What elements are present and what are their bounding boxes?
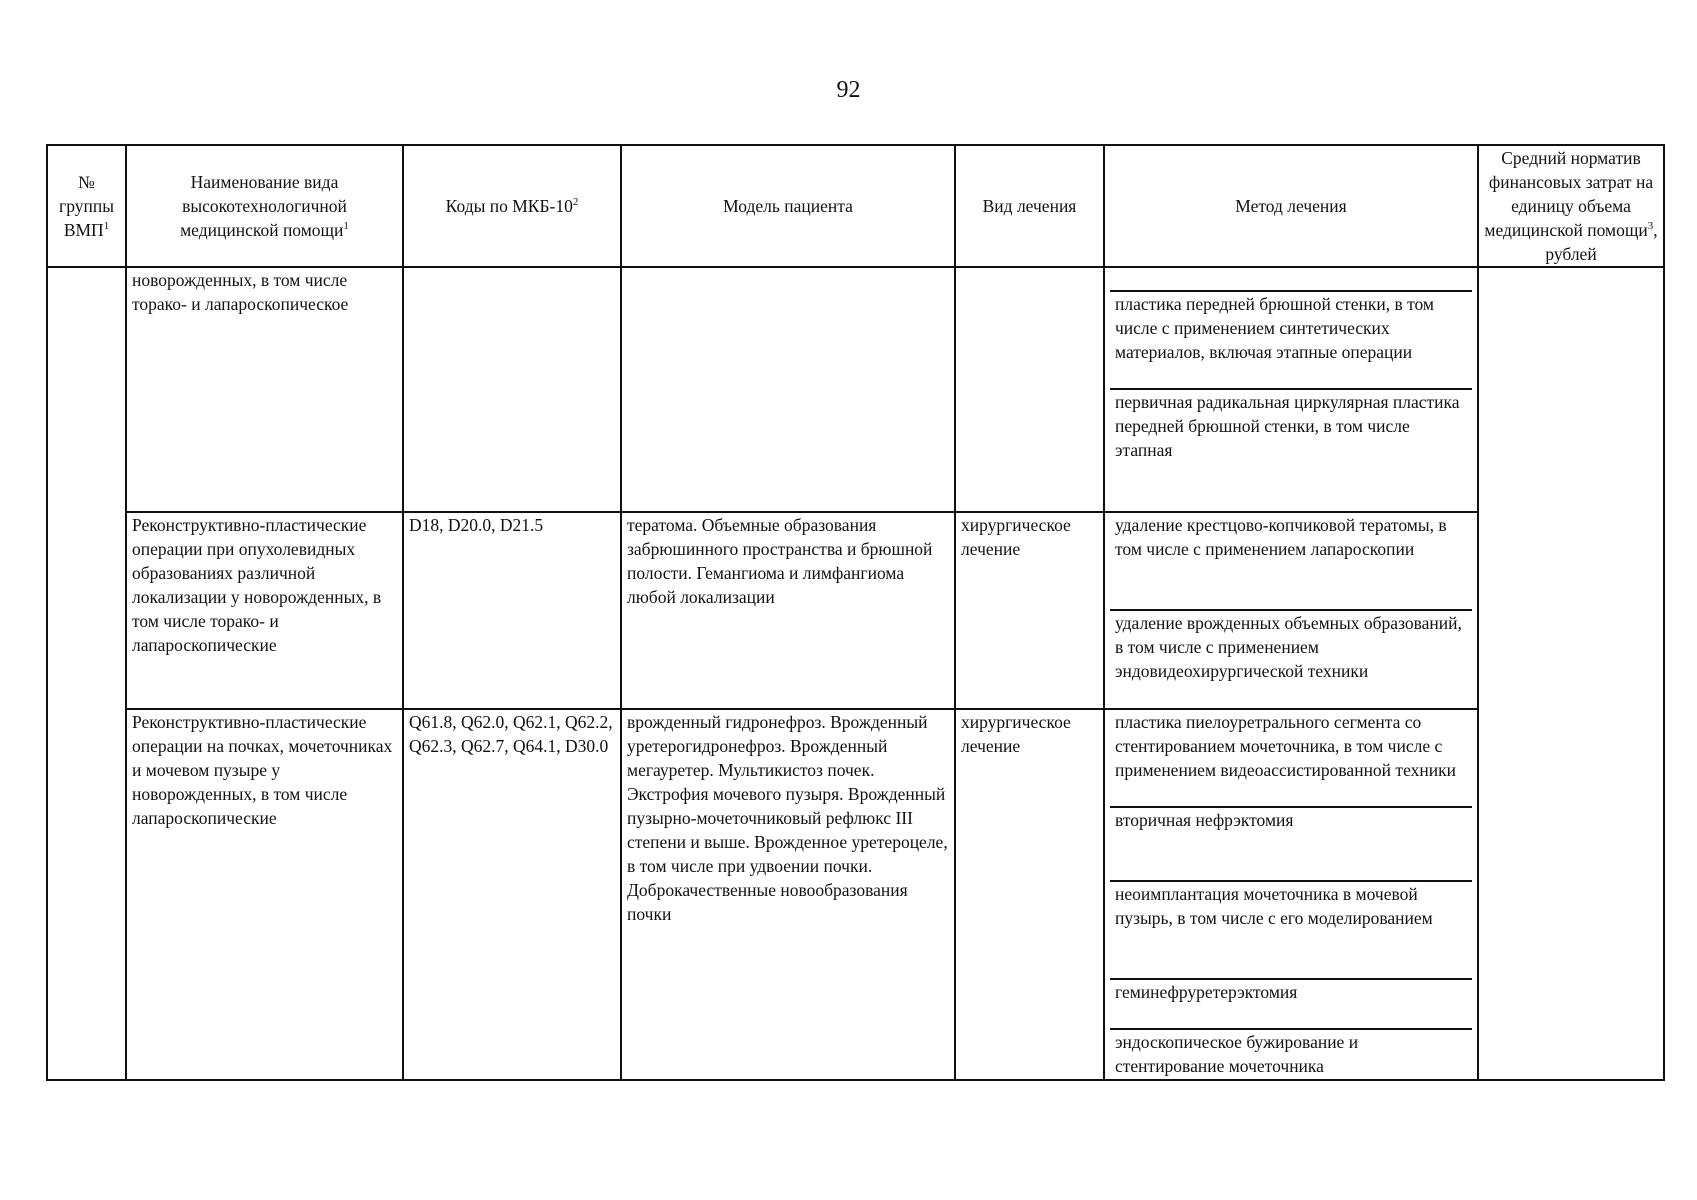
method-item (1110, 268, 1472, 291)
header-group-no: № группы ВМП$^1$ (47, 145, 126, 267)
rate-cell (1478, 267, 1664, 1080)
header-treatment-method: Метод лечения (1104, 145, 1478, 267)
vmp-table (46, 144, 1665, 1081)
header-rate: Средний норматив финансовых затрат на единицу объема медицинской помощи$^3$, рублей (1478, 145, 1664, 267)
method-cell (1104, 512, 1478, 709)
header-patient-model: Модель пациента (621, 145, 955, 267)
header-row (47, 145, 1664, 267)
patient-model-cell (621, 267, 955, 512)
table-row (47, 709, 1664, 1080)
treatment-type-cell (955, 267, 1104, 512)
method-item: пластика пиелоуретрального сегмента со стентированием мочеточника, в том числе с применением видеоассистированной техники (1115, 712, 1456, 780)
name-cell: Реконструктивно-пластические операции при опухолевидных образованиях различной локализации у новорожденных, в том числе торако- и лапароскопические (126, 512, 403, 709)
codes-cell: D18, D20.0, D21.5 (403, 512, 621, 709)
header-treatment-type: Вид лечения (955, 145, 1104, 267)
group-no-cell (47, 267, 126, 1080)
page-number: 92 (836, 77, 861, 103)
header-codes: Коды по МКБ-$10^2$ (403, 145, 621, 267)
name-cell: Реконструктивно-пластические операции на почках, мочеточниках и мочевом пузыре у новорожденных, в том числе лапароскопические (126, 709, 403, 1080)
method-item: геминефруретерэктомия (1110, 979, 1472, 1029)
patient-model-cell: врожденный гидронефроз. Врожденный уретерогидронефроз. Врожденный мегауретер. Мультикистоз почек. Экстрофия мочевого пузыря. Врожденный пузырно-мочеточниковый рефлюкс III степени и выше. Врожденное уретероцеле, в том числе при удвоении почки. Доброкачественные новообразования почки (621, 709, 955, 1080)
method-item: первичная радикальная циркулярная пластика передней брюшной стенки, в том числе этапная (1110, 389, 1472, 462)
method-cell (1104, 709, 1478, 1080)
method-item: удаление врожденных объемных образований, в том числе с применением эндовидеохирургической техники (1110, 610, 1472, 683)
treatment-type-cell: хирургическое лечение (955, 709, 1104, 1080)
method-item: эндоскопическое бужирование и стентирование мочеточника (1110, 1029, 1472, 1078)
treatment-type-cell: хирургическое лечение (955, 512, 1104, 709)
method-item: неоимплантация мочеточника в мочевой пузырь, в том числе с его моделированием (1110, 881, 1472, 979)
method-cell (1104, 267, 1478, 512)
header-name: Наименование вида высокотехнологичной медицинской помощи$^1$ (126, 145, 403, 267)
codes-cell: Q61.8, Q62.0, Q62.1, Q62.2, Q62.3, Q62.7, Q64.1, D30.0 (403, 709, 621, 1080)
patient-model-cell: тератома. Объемные образования забрюшинного пространства и брюшной полости. Гемангиома и лимфангиома любой локализации (621, 512, 955, 709)
name-cell: новорожденных, в том числе торако- и лапароскопическое (126, 267, 403, 512)
method-item: удаление крестцово-копчиковой тератомы, в том числе с применением лапароскопии (1115, 515, 1447, 559)
table-row (47, 267, 1664, 512)
codes-cell (403, 267, 621, 512)
method-item: вторичная нефрэктомия (1110, 807, 1472, 881)
method-item: пластика передней брюшной стенки, в том числе с применением синтетических материалов, включая этапные операции (1110, 291, 1472, 389)
table-row (47, 512, 1664, 709)
